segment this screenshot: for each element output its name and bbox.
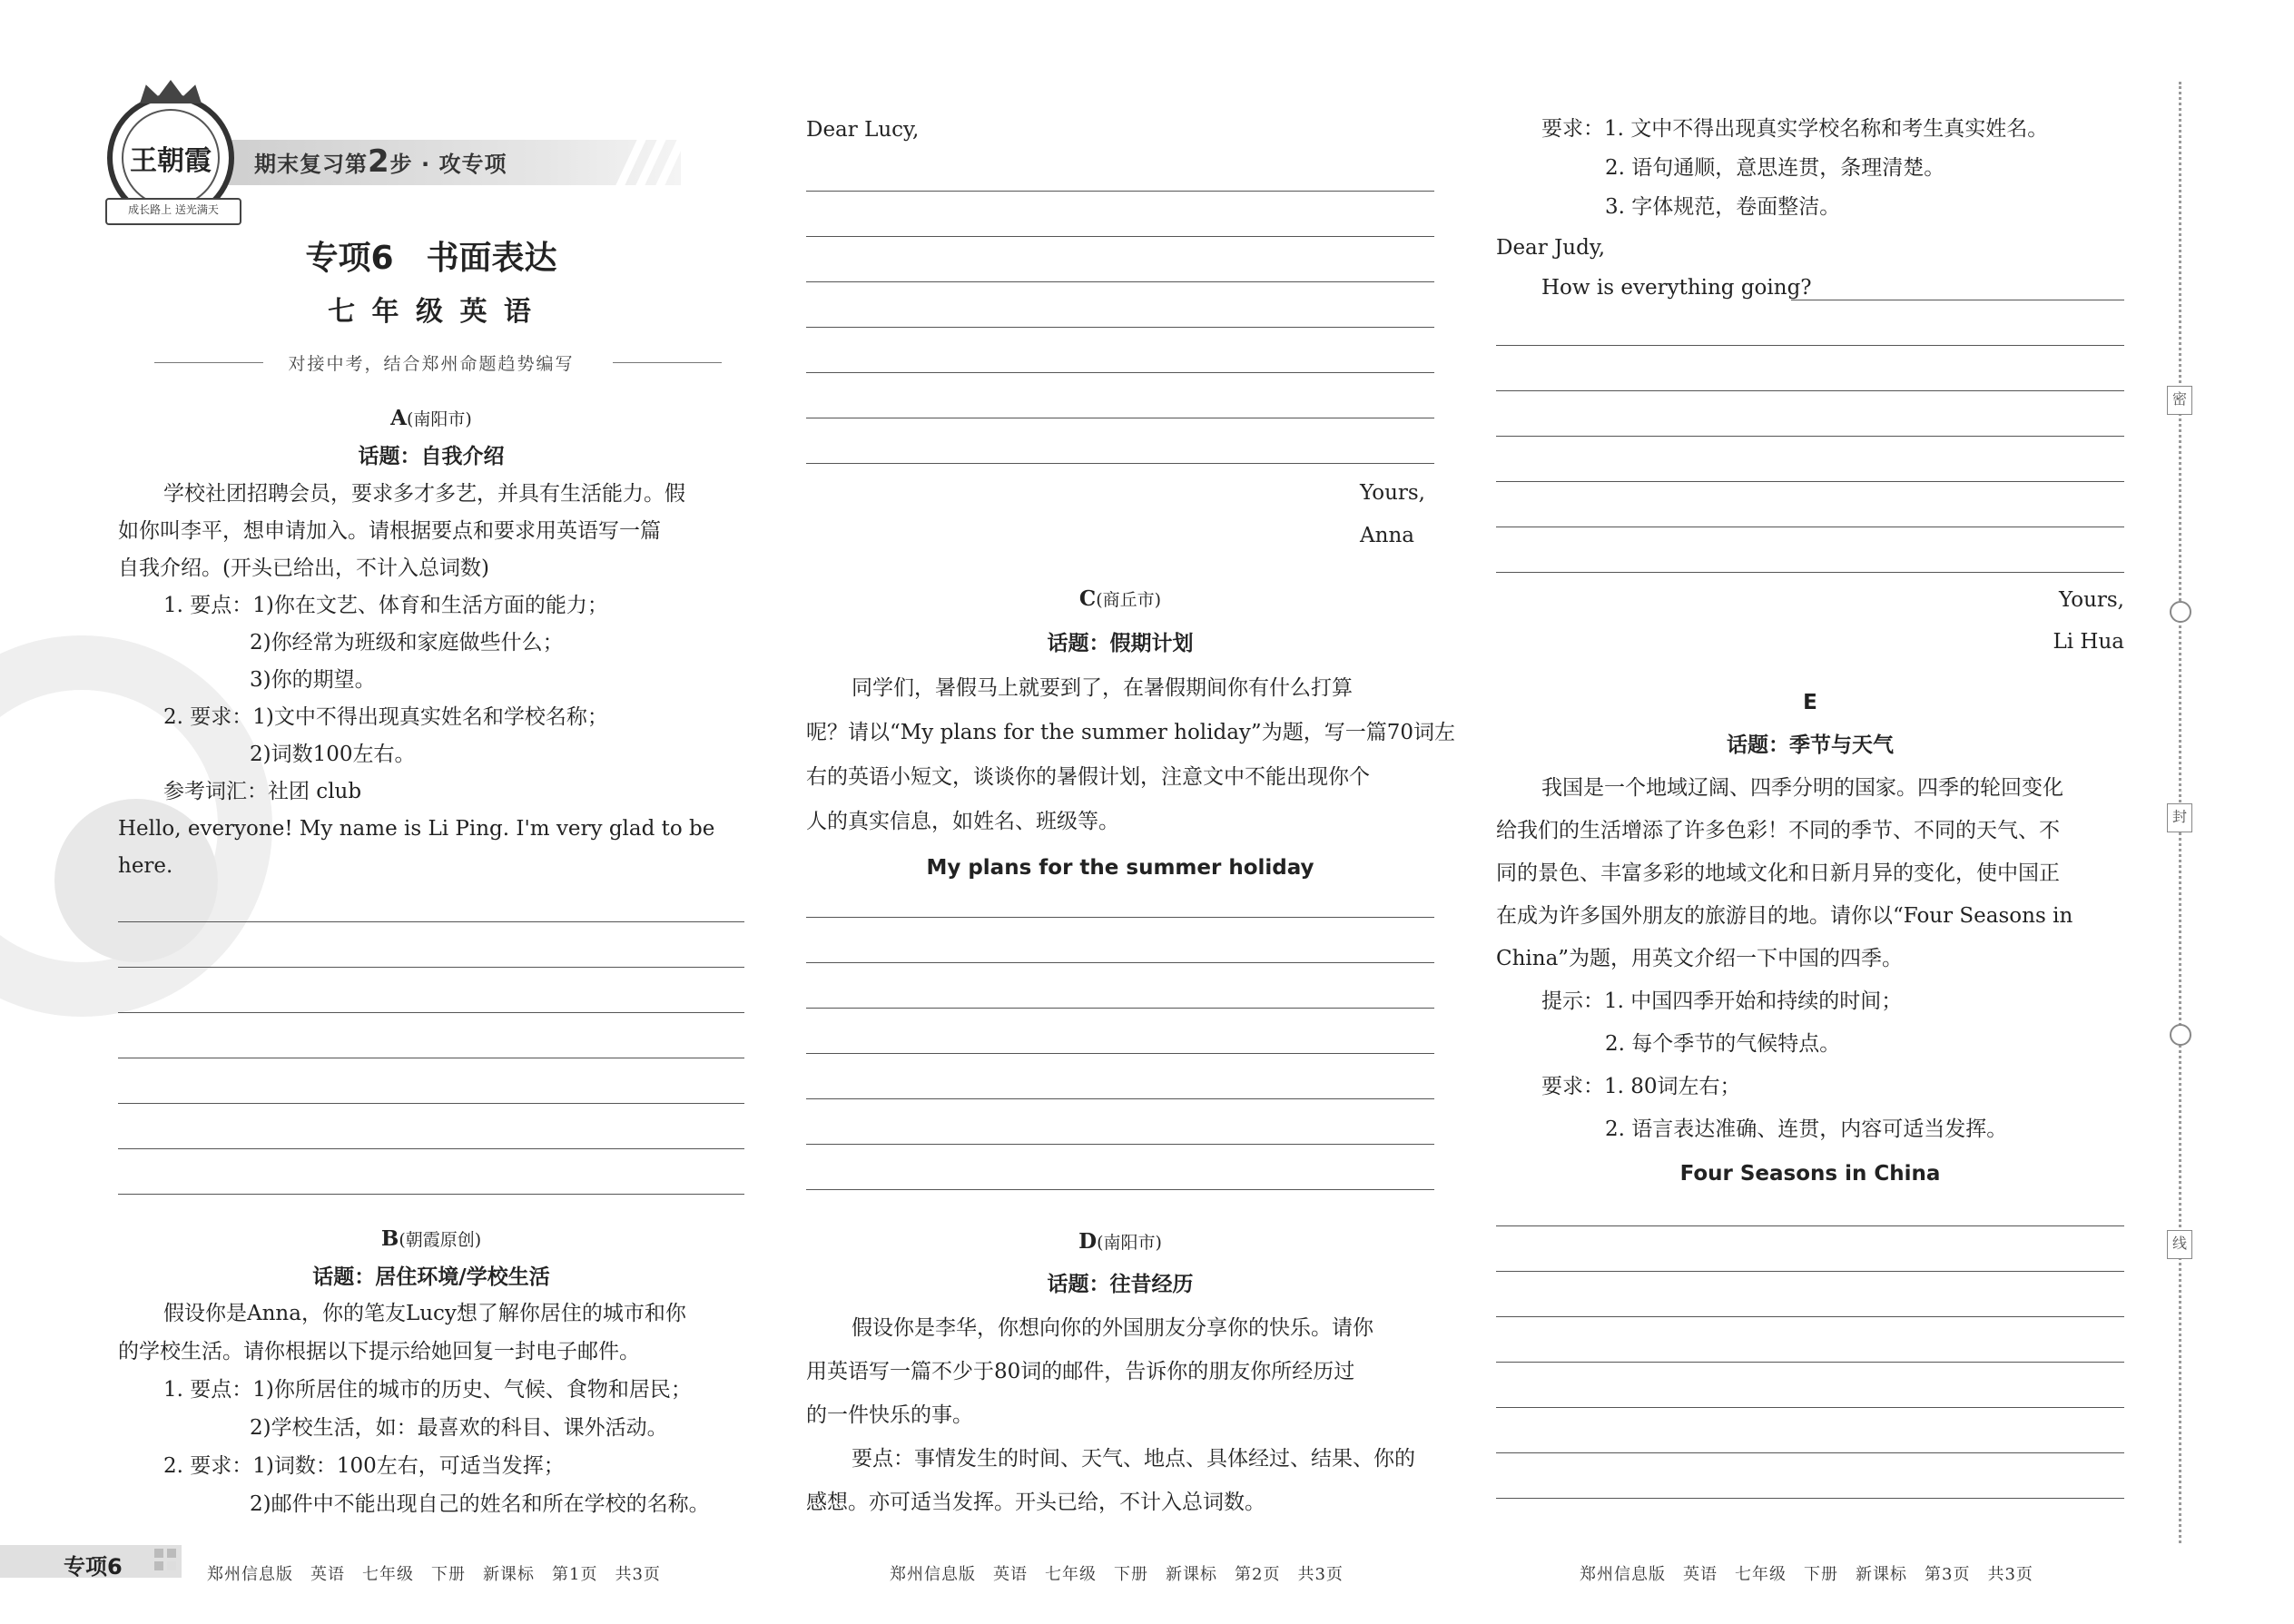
writing-line[interactable]	[806, 917, 1434, 918]
page-title: 专项6 书面表达	[305, 240, 557, 277]
section-a-point: 1. 要点：1)你在文艺、体育和生活方面的能力；	[163, 594, 608, 617]
writing-line[interactable]	[118, 1103, 744, 1104]
section-b-text: 假设你是Anna，你的笔友Lucy想了解你居住的城市和你	[163, 1302, 686, 1325]
side-label-feng: 封	[2167, 803, 2192, 832]
writing-line[interactable]	[1496, 1225, 2124, 1226]
section-c-topic: 话题：假期计划	[1047, 632, 1194, 655]
section-a-heading: A(南阳市)	[390, 406, 472, 430]
writing-line[interactable]	[118, 967, 744, 968]
section-b-heading: B(朝霞原创)	[380, 1226, 482, 1251]
footer-page-1: 郑州信息版 英语 七年级 下册 新课标 第1页 共3页	[207, 1565, 661, 1584]
writing-line[interactable]	[806, 191, 1434, 192]
section-d-signature: Li Hua	[2053, 630, 2124, 654]
writing-line[interactable]	[118, 1194, 744, 1195]
writing-line[interactable]	[806, 327, 1434, 328]
section-a-opening: Hello, everyone! My name is Li Ping. I'm very glad to be	[118, 817, 715, 841]
binding-hole-icon	[2170, 1024, 2191, 1046]
section-b-signature: Anna	[1360, 524, 1414, 547]
section-b-point: 1. 要点：1)你所居住的城市的历史、气候、食物和居民；	[163, 1378, 692, 1402]
writing-line[interactable]	[806, 281, 1434, 282]
section-a-text: 自我介绍。(开头已给出，不计入总词数)	[118, 556, 489, 580]
writing-line[interactable]	[806, 1144, 1434, 1145]
page-subtitle: 七 年 级 英 语	[328, 296, 535, 328]
section-d-topic: 话题：往昔经历	[1047, 1273, 1194, 1296]
writing-line[interactable]	[118, 921, 744, 922]
writing-line[interactable]	[1496, 390, 2124, 391]
section-d-heading: D(南阳市)	[1078, 1229, 1162, 1254]
writing-line[interactable]	[806, 1189, 1434, 1190]
writing-line[interactable]	[806, 463, 1434, 464]
section-b-greeting: Dear Lucy,	[806, 118, 920, 142]
writing-line[interactable]	[1496, 1407, 2124, 1408]
writing-line[interactable]	[806, 962, 1434, 963]
section-b-closing: Yours,	[1360, 481, 1425, 505]
writing-line[interactable]	[118, 1012, 744, 1013]
writing-line[interactable]	[1496, 1316, 2124, 1317]
section-d-greeting: Dear Judy,	[1496, 236, 1606, 260]
section-e-essay-title: Four Seasons in China	[1679, 1162, 1941, 1186]
section-b-requirement: 2)邮件中不能出现自己的姓名和所在学校的名称。	[250, 1492, 710, 1516]
section-a-opening: here.	[118, 854, 173, 878]
section-c-heading: C(商丘市)	[1078, 586, 1162, 611]
side-label-xian: 线	[2167, 1230, 2192, 1259]
section-a-requirement: 2)词数100左右。	[250, 743, 416, 766]
section-a-vocab: 参考词汇：社团 club	[163, 780, 362, 803]
section-b-topic: 话题：居住环境/学校生活	[312, 1265, 550, 1289]
section-a-point: 2)你经常为班级和家庭做些什么；	[250, 631, 564, 655]
writing-line[interactable]	[806, 372, 1434, 373]
section-d-closing: Yours,	[2059, 588, 2124, 612]
tagline: 对接中考，结合郑州命题趋势编写	[288, 354, 575, 374]
section-d-text: 要点：事情发生的时间、天气、地点、具体经过、结果、你的	[852, 1447, 1415, 1471]
page-column-2	[806, 0, 1455, 1624]
writing-line[interactable]	[806, 1098, 1434, 1099]
section-e-topic: 话题：季节与天气	[1727, 733, 1894, 757]
section-b-point: 2)学校生活，如：最喜欢的科目、课外活动。	[250, 1416, 668, 1440]
section-c-text: 呢？请以“My plans for the summer holiday”为题，写一篇70词左	[806, 721, 1455, 744]
section-b-requirement: 2. 要求：1)词数：100左右，可适当发挥；	[163, 1454, 565, 1478]
section-a-text: 如你叫李平，想申请加入。请根据要点和要求用英语写一篇	[118, 519, 661, 543]
footer-tag: 专项6	[64, 1554, 123, 1580]
brand-logo: 王朝霞 成长路上 送光满天	[107, 94, 234, 221]
footer-squares-icon	[154, 1549, 178, 1572]
writing-line[interactable]	[1496, 345, 2124, 346]
section-b-text: 的学校生活。请你根据以下提示给她回复一封电子邮件。	[118, 1340, 640, 1363]
writing-line[interactable]	[1496, 1362, 2124, 1363]
section-e-requirement: 2. 语言表达准确、连贯，内容可适当发挥。	[1605, 1117, 2008, 1141]
section-e-text: 在成为许多国外朋友的旅游目的地。请你以“Four Seasons in	[1496, 904, 2073, 928]
section-d-requirement: 2. 语句通顺，意思连贯，条理清楚。	[1605, 156, 1945, 180]
writing-line[interactable]	[1496, 481, 2124, 482]
section-d-requirement: 要求：1. 文中不得出现真实学校名称和考生真实姓名。	[1541, 117, 2049, 141]
section-d-text: 感想。亦可适当发挥。开头已给，不计入总词数。	[806, 1491, 1265, 1514]
crown-icon	[140, 80, 202, 103]
writing-line[interactable]	[1496, 572, 2124, 573]
section-d-requirement: 3. 字体规范，卷面整洁。	[1605, 195, 1841, 219]
section-d-text: 用英语写一篇不少于80词的邮件，告诉你的朋友你所经历过	[806, 1360, 1355, 1383]
section-a-topic: 话题：自我介绍	[358, 445, 505, 468]
writing-line[interactable]	[806, 1053, 1434, 1054]
section-a-text: 学校社团招聘会员，要求多才多艺，并具有生活能力。假	[163, 482, 685, 506]
page-column-1	[118, 0, 744, 1624]
writing-line[interactable]	[118, 1148, 744, 1149]
writing-line[interactable]	[806, 236, 1434, 237]
section-e-text: 我国是一个地域辽阔、四季分明的国家。四季的轮回变化	[1541, 776, 2063, 800]
section-c-text: 人的真实信息，如姓名、班级等。	[806, 810, 1119, 833]
writing-line[interactable]	[1496, 436, 2124, 437]
section-d-text: 的一件快乐的事。	[806, 1403, 973, 1427]
footer-page-2: 郑州信息版 英语 七年级 下册 新课标 第2页 共3页	[890, 1565, 1344, 1584]
section-e-hint: 提示：1. 中国四季开始和持续的时间；	[1541, 989, 1903, 1013]
section-a-point: 3)你的期望。	[250, 668, 376, 692]
section-e-text: 同的景色、丰富多彩的地域文化和日新月异的变化，使中国正	[1496, 861, 2060, 885]
writing-line[interactable]	[806, 1008, 1434, 1009]
writing-line[interactable]	[1496, 1498, 2124, 1499]
section-c-text: 同学们，暑假马上就要到了，在暑假期间你有什么打算	[852, 676, 1353, 700]
section-e-heading: E	[1803, 691, 1817, 714]
section-c-text: 右的英语小短文，谈谈你的暑假计划，注意文中不能出现你个	[806, 765, 1370, 789]
section-c-essay-title: My plans for the summer holiday	[926, 856, 1314, 880]
side-label-mi: 密	[2167, 386, 2192, 415]
writing-line[interactable]	[1496, 1452, 2124, 1453]
section-d-opening: How is everything going?	[1541, 276, 1812, 300]
footer-page-3: 郑州信息版 英语 七年级 下册 新课标 第3页 共3页	[1580, 1565, 2033, 1584]
section-d-text: 假设你是李华，你想向你的外国朋友分享你的快乐。请你	[852, 1316, 1373, 1340]
section-e-requirement: 要求：1. 80词左右；	[1541, 1075, 1741, 1098]
binding-hole-icon	[2170, 601, 2191, 623]
section-a-requirement: 2. 要求：1)文中不得出现真实姓名和学校名称；	[163, 705, 608, 729]
section-e-text: China”为题，用英文介绍一下中国的四季。	[1496, 947, 1904, 970]
header-banner-text: 期末复习第2步 · 攻专项	[254, 143, 507, 180]
section-e-text: 给我们的生活增添了许多色彩！不同的季节、不同的天气、不	[1496, 819, 2060, 842]
page-column-3	[1496, 0, 2124, 1624]
writing-line[interactable]	[1496, 1271, 2124, 1272]
section-e-hint: 2. 每个季节的气候特点。	[1605, 1032, 1841, 1056]
